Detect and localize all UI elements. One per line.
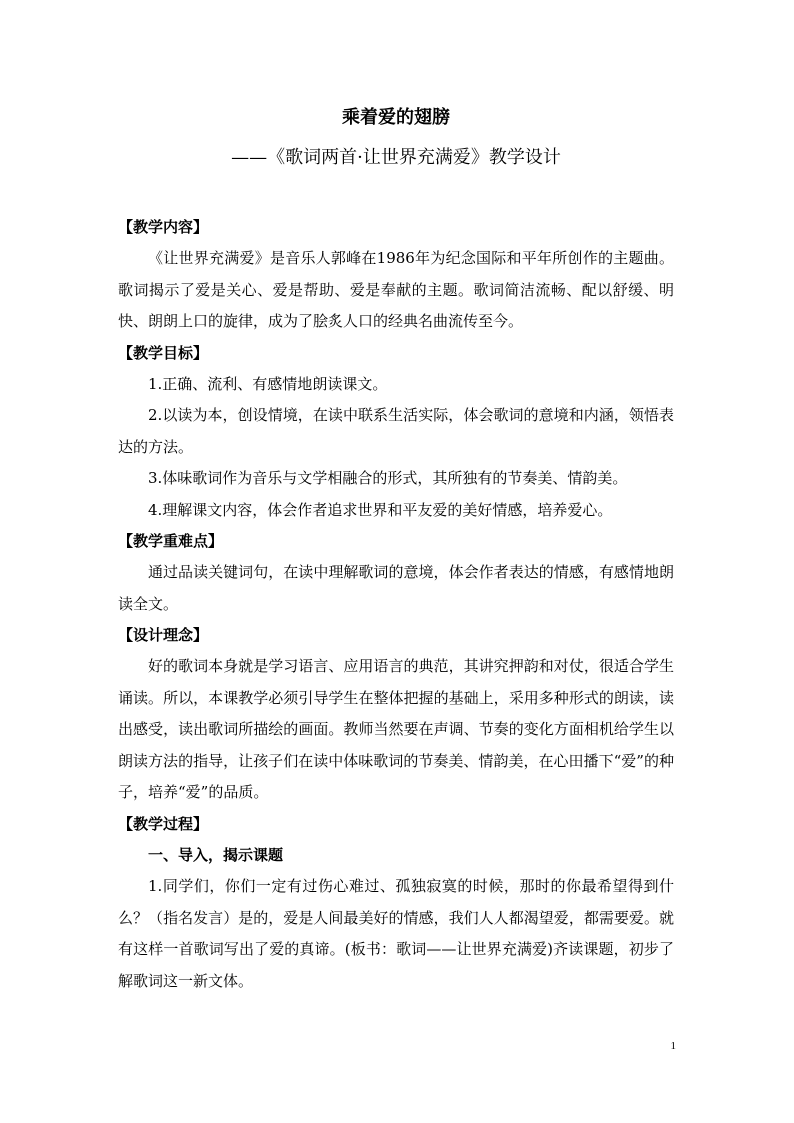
section-heading-key-points: 【教学重难点】 — [118, 532, 224, 550]
section-paragraph-concept: 好的歌词本身就是学习语言、应用语言的典范，其讲究押韵和对仗，很适合学生诵读。所以，本课教学必须引导学生在整体把握的基础上，采用多种形式的朗读，读出感受，读出歌词所描绘的画面。教师当然要在声调、节奏的变化方面相机给学生以朗读方法的指导，让孩子们在读中体味歌词的节奏美、情韵美，在心田播下“爱”的种子，培养“爱”的品质。 — [118, 657, 674, 801]
section-heading-process: 【教学过程】 — [118, 814, 209, 833]
goal-item-2: 2.以读为本，创设情境，在读中联系生活实际，体会歌词的意境和内涵，领悟表达的方法。 — [118, 406, 674, 456]
section-paragraph-content: 《让世界充满爱》是音乐人郭峰在1986年为纪念国际和平年所创作的主题曲。歌词揭示了爱是关心、爱是帮助、爱是奉献的主题。歌词简洁流畅、配以舒缓、明快、朗朗上口的旋律，成为了脍炙人口的经典名曲流传至今。 — [118, 249, 674, 330]
process-step-1-paragraph: 1.同学们，你们一定有过伤心难过、孤独寂寞的时候，那时的你最希望得到什么？（指名发言）是的，爱是人间最美好的情感，我们人人都渴望爱，都需要爱。就有这样一首歌词写出了爱的真谛。(板书：歌词——让世界充满爱)齐读课题，初步了解歌词这一新文体。 — [118, 877, 674, 990]
document-subtitle: ——《歌词两首·让世界充满爱》教学设计 — [231, 147, 561, 168]
page-number: 1 — [670, 1040, 676, 1052]
goal-item-1: 1.正确、流利、有感情地朗读课文。 — [148, 374, 388, 393]
section-paragraph-key-points: 通过品读关键词句，在读中理解歌词的意境，体会作者表达的情感，有感情地朗读全文。 — [118, 563, 674, 613]
section-heading-concept: 【设计理念】 — [118, 626, 209, 644]
document-body — [118, 104, 674, 997]
goal-item-4: 4.理解课文内容，体会作者追求世界和平友爱的美好情感，培养爱心。 — [148, 500, 613, 519]
document-title: 乘着爱的翅膀 — [342, 107, 450, 128]
section-heading-goals: 【教学目标】 — [118, 343, 209, 362]
process-step-1-heading: 一、导入，揭示课题 — [148, 845, 284, 864]
goal-item-3: 3.体味歌词作为音乐与文学相融合的形式，其所独有的节奏美、情韵美。 — [148, 469, 628, 487]
section-heading-content: 【教学内容】 — [118, 218, 209, 236]
